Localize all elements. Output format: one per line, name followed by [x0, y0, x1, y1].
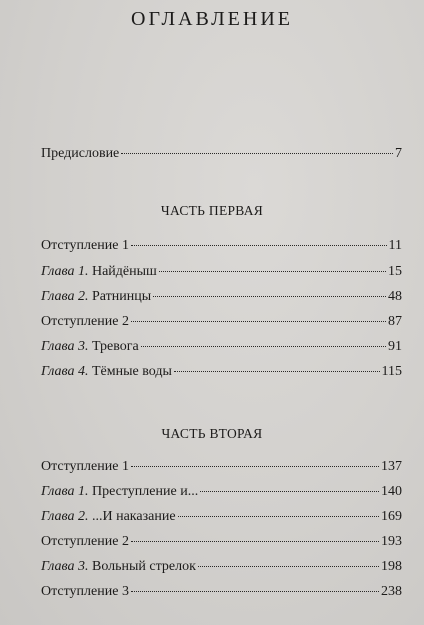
toc-entry-label: Найдёныш: [91, 264, 157, 279]
toc-entry-page: 11: [388, 238, 402, 253]
page-title: ОГЛАВЛЕНИЕ: [131, 8, 293, 30]
toc-entry[interactable]: [41, 534, 402, 554]
toc-entry-label: ...И наказание: [91, 509, 176, 524]
toc-entry-page: 15: [388, 264, 402, 279]
toc-entry-label: Преступление и...: [91, 484, 199, 499]
toc-entry-label: Отступление 1: [41, 238, 129, 253]
part-heading: ЧАСТЬ ВТОРАЯ: [161, 426, 263, 441]
part-heading: ЧАСТЬ ПЕРВАЯ: [160, 203, 264, 218]
dot-leader: [131, 541, 379, 542]
dot-leader: [131, 321, 386, 322]
dot-leader: [200, 491, 379, 492]
chapter-number: Глава 4.: [41, 364, 89, 379]
toc-entry[interactable]: [41, 509, 402, 529]
dot-leader: [131, 245, 387, 246]
toc-entry[interactable]: [41, 484, 402, 504]
toc-entry-label: Отступление 2: [41, 534, 129, 549]
toc-entry-label: Отступление 1: [41, 459, 129, 474]
dot-leader: [153, 296, 386, 297]
dot-leader: [131, 466, 379, 467]
chapter-number: Глава 1.: [41, 264, 89, 279]
toc-entry[interactable]: [41, 238, 402, 258]
toc-entry-page: 238: [381, 584, 402, 599]
toc-entry-page: 91: [388, 339, 402, 354]
toc-entry-label: Предисловие: [41, 146, 120, 161]
toc-entry-label: Отступление 3: [41, 584, 129, 599]
toc-entry-preface[interactable]: [41, 146, 402, 166]
toc-entry[interactable]: [41, 584, 402, 604]
toc-entry-label: Ратнинцы: [91, 289, 152, 304]
toc-entry[interactable]: [41, 264, 402, 284]
toc-entry-page: 193: [381, 534, 402, 549]
toc-entry[interactable]: [41, 314, 402, 334]
toc-entry-page: 115: [381, 364, 402, 379]
toc-entry-page: 169: [381, 509, 402, 524]
dot-leader: [198, 566, 379, 567]
toc-entry-label: Вольный стрелок: [91, 559, 196, 574]
toc-entry[interactable]: [41, 559, 402, 579]
dot-leader: [141, 346, 386, 347]
chapter-number: Глава 3.: [41, 339, 89, 354]
toc-entry[interactable]: [41, 459, 402, 479]
chapter-number: Глава 2.: [41, 509, 89, 524]
toc-entry[interactable]: [41, 364, 402, 384]
chapter-number: Глава 3.: [41, 559, 89, 574]
dot-leader: [178, 516, 379, 517]
dot-leader: [174, 371, 380, 372]
chapter-number: Глава 2.: [41, 289, 89, 304]
toc-entry[interactable]: [41, 339, 402, 359]
toc-entry[interactable]: [41, 289, 402, 309]
toc-entry-label: Отступление 2: [41, 314, 129, 329]
toc-entry-page: 140: [381, 484, 402, 499]
toc-entry-label: Тревога: [91, 339, 139, 354]
toc-entry-page: 7: [395, 146, 402, 161]
chapter-number: Глава 1.: [41, 484, 89, 499]
toc-entry-page: 87: [388, 314, 402, 329]
toc-entry-page: 48: [388, 289, 402, 304]
toc-entry-page: 198: [381, 559, 402, 574]
toc-entry-label: Тёмные воды: [91, 364, 172, 379]
dot-leader: [131, 591, 379, 592]
dot-leader: [159, 271, 386, 272]
dot-leader: [121, 153, 393, 154]
toc-entry-page: 137: [381, 459, 402, 474]
